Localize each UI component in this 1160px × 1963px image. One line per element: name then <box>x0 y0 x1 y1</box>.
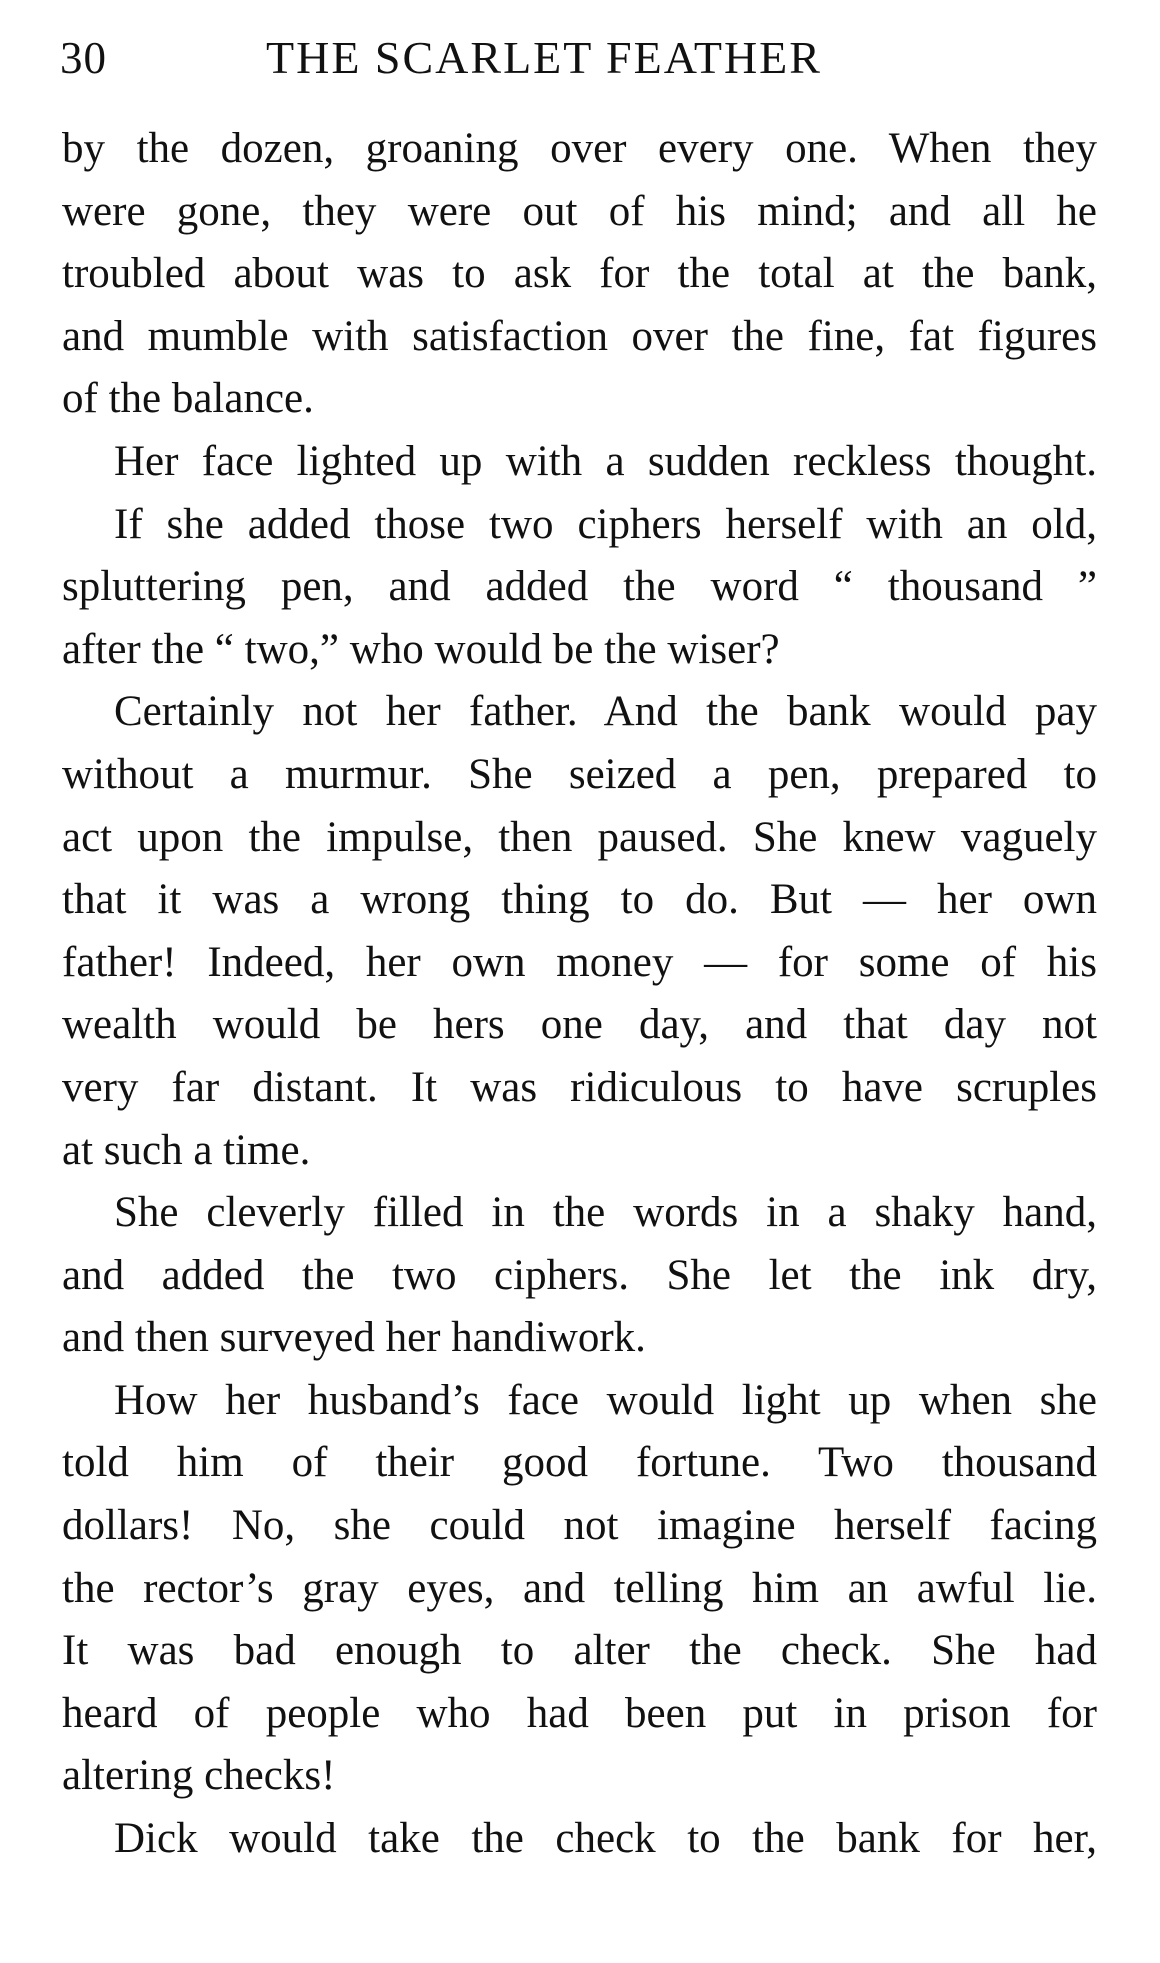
text-line: wealth would be hers one day, and that day not <box>62 1001 1097 1049</box>
text-line: father! Indeed, her own money — for some of his <box>62 938 1097 986</box>
body-text <box>62 118 1097 1871</box>
text-line: of the balance. <box>62 375 314 423</box>
text-line: If she added those two ciphers herself with an old, <box>114 500 1097 548</box>
text-line: at such a time. <box>62 1126 311 1174</box>
text-line: without a murmur. She seized a pen, prepared to <box>62 750 1097 798</box>
text-line: How her husband’s face would light up when she <box>114 1376 1097 1424</box>
text-line: very far distant. It was ridiculous to have scruples <box>62 1063 1097 1111</box>
text-line: and added the two ciphers. She let the ink dry, <box>62 1251 1097 1299</box>
text-line: by the dozen, groaning over every one. When they <box>62 125 1097 172</box>
text-line: after the “ two,” who would be the wiser? <box>62 625 780 673</box>
text-line: spluttering pen, and added the word “ thousand ” <box>62 563 1097 611</box>
text-line: It was bad enough to alter the check. She had <box>62 1627 1097 1675</box>
page-number: 30 <box>60 33 107 83</box>
text-line: dollars! No, she could not imagine herself facing <box>62 1502 1097 1550</box>
text-line: that it was a wrong thing to do. But — her own <box>62 876 1097 924</box>
text-line: were gone, they were out of his mind; and all he <box>62 187 1097 235</box>
text-line: Certainly not her father. And the bank would pay <box>114 688 1097 736</box>
text-line: Dick would take the check to the bank for her, <box>114 1815 1097 1863</box>
text-line: She cleverly filled in the words in a shaky hand, <box>114 1189 1097 1237</box>
text-line: troubled about was to ask for the total at the bank, <box>62 250 1097 298</box>
running-head <box>60 22 1100 92</box>
text-line: and then surveyed her handiwork. <box>62 1314 646 1362</box>
running-title: THE SCARLET FEATHER <box>266 32 822 83</box>
text-line: the rector’s gray eyes, and telling him an awful lie. <box>62 1564 1097 1612</box>
text-line: Her face lighted up with a sudden reckless thought. <box>114 437 1097 485</box>
text-line: told him of their good fortune. Two thousand <box>62 1439 1097 1487</box>
text-line: altering checks! <box>62 1752 336 1800</box>
text-line: and mumble with satisfaction over the fine, fat figures <box>62 312 1097 360</box>
text-line: act upon the impulse, then paused. She knew vaguely <box>62 813 1097 861</box>
text-line: heard of people who had been put in prison for <box>62 1689 1097 1737</box>
